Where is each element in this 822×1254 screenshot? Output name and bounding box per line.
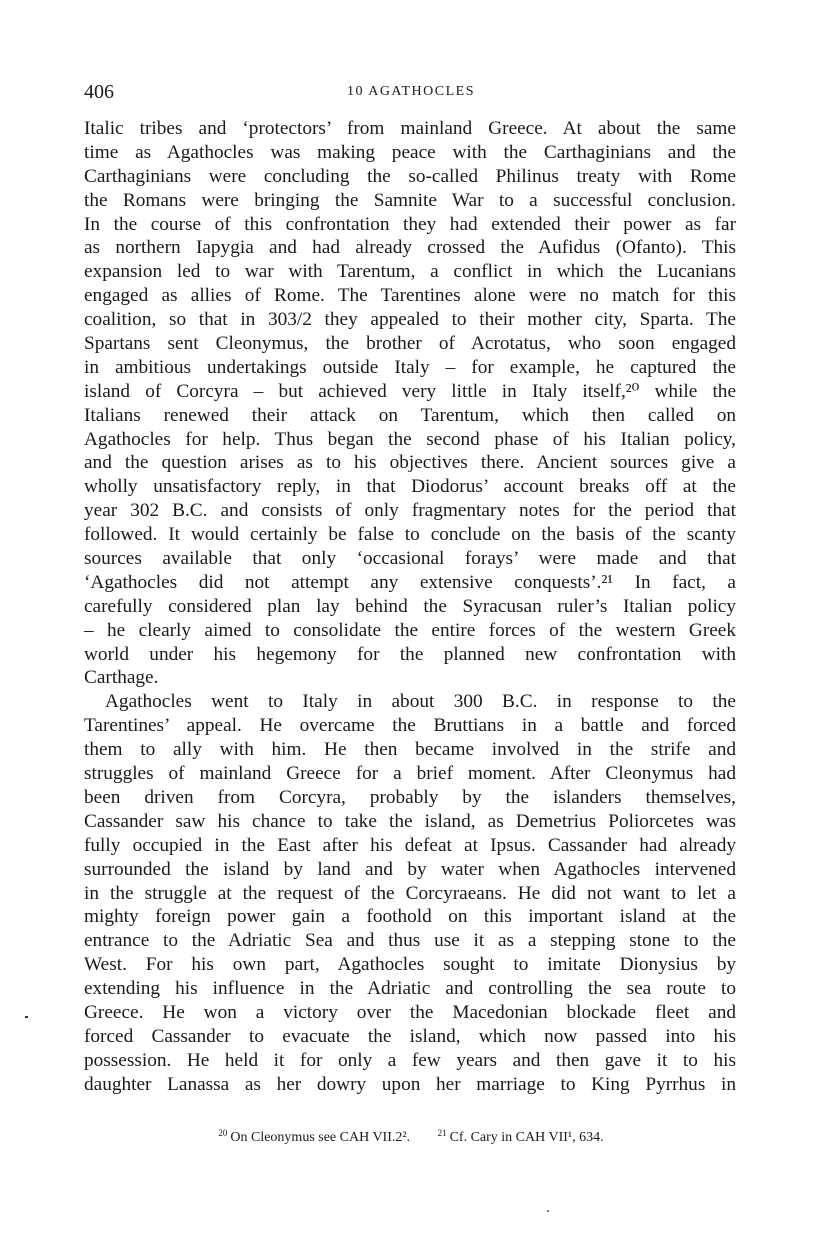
text-line: Greece. He won a victory over the Macedonian blockade fleet and	[84, 1001, 736, 1023]
text-line: Italic tribes and ‘protectors’ from mainland Greece. At about the same	[84, 118, 736, 139]
footnotes	[0, 1124, 822, 1147]
body-text	[84, 117, 736, 1097]
text-line: expansion led to war with Tarentum, a conflict in which the Lucanians	[84, 261, 736, 283]
page-number: 406	[84, 81, 114, 103]
text-line: – he clearly aimed to consolidate the entire forces of the western Greek	[84, 619, 736, 641]
text-line: ‘Agathocles did not attempt any extensive conquests’.²¹ In fact, a	[84, 571, 736, 593]
scan-speck	[547, 1210, 549, 1212]
footnote-marker: 20	[218, 1128, 228, 1138]
footnote	[218, 1124, 410, 1147]
text-line: in the struggle at the request of the Corcyraeans. He did not want to let a	[84, 882, 736, 904]
footnote-marker: 21	[437, 1128, 447, 1138]
text-line: sources available that only ‘occasional forays’ were made and that	[84, 548, 736, 570]
text-line: year 302 B.C. and consists of only fragmentary notes for the period that	[84, 500, 736, 522]
text-line: them to ally with him. He then became involved in the strife and	[84, 739, 736, 761]
margin-mark	[25, 1016, 28, 1018]
text-line: Spartans sent Cleonymus, the brother of Acrotatus, who soon engaged	[84, 333, 736, 355]
text-line: In the course of this confrontation they had extended their power as far	[84, 213, 736, 235]
text-line: entrance to the Adriatic Sea and thus use it as a stepping stone to the	[84, 930, 736, 952]
text-line: time as Agathocles was making peace with the Carthaginians and the	[84, 141, 736, 163]
text-line: Tarentines’ appeal. He overcame the Bruttians in a battle and forced	[84, 715, 736, 737]
text-line: as northern Iapygia and had already crossed the Aufidus (Ofanto). This	[84, 237, 736, 259]
text-line: West. For his own part, Agathocles sought to imitate Dionysius by	[84, 954, 736, 976]
footnote-text: On Cleonymus see CAH VII.2².	[230, 1130, 411, 1145]
text-line: extending his influence in the Adriatic and controlling the sea route to	[84, 978, 736, 1000]
text-line: engaged as allies of Rome. The Tarentines alone were no match for this	[84, 285, 736, 307]
text-line: Cassander saw his chance to take the island, as Demetrius Poliorcetes was	[84, 810, 736, 832]
text-line: coalition, so that in 303/2 they appealed to their mother city, Sparta. The	[84, 309, 736, 331]
text-line: Agathocles for help. Thus began the second phase of his Italian policy,	[84, 428, 736, 450]
text-line: followed. It would certainly be false to conclude on the basis of the scanty	[84, 524, 736, 546]
text-line: forced Cassander to evacuate the island, which now passed into his	[84, 1025, 736, 1047]
text-line: struggles of mainland Greece for a brief moment. After Cleonymus had	[84, 763, 736, 785]
text-line: wholly unsatisfactory reply, in that Diodorus’ account breaks off at the	[84, 476, 736, 498]
text-line: the Romans were bringing the Samnite War to a successful conclusion.	[84, 189, 736, 211]
text-line: Agathocles went to Italy in about 300 B.C. in response to the	[105, 691, 736, 713]
text-line: in ambitious undertakings outside Italy – for example, he captured the	[84, 356, 736, 378]
running-head: 10 AGATHOCLES	[346, 84, 475, 99]
text-line: mighty foreign power gain a foothold on this important island at the	[84, 906, 736, 928]
text-line: island of Corcyra – but achieved very little in Italy itself,²⁰ while the	[84, 380, 736, 402]
text-line: daughter Lanassa as her dowry upon her marriage to King Pyrrhus in	[84, 1073, 736, 1095]
text-line: Italians renewed their attack on Tarentum, which then called on	[84, 404, 736, 426]
text-line: been driven from Corcyra, probably by the islanders themselves,	[84, 786, 736, 808]
text-line: world under his hegemony for the planned new confrontation with	[84, 643, 736, 665]
text-line: carefully considered plan lay behind the Syracusan ruler’s Italian policy	[84, 595, 736, 617]
text-line: fully occupied in the East after his defeat at Ipsus. Cassander had already	[84, 834, 736, 856]
text-line: possession. He held it for only a few years and then gave it to his	[84, 1049, 736, 1071]
footnote-text: Cf. Cary in CAH VII¹, 634.	[449, 1130, 604, 1145]
text-line: and the question arises as to his objectives there. Ancient sources give a	[84, 452, 736, 474]
footnote	[438, 1124, 604, 1147]
text-line: Carthaginians were concluding the so-called Philinus treaty with Rome	[84, 165, 736, 187]
text-line: Carthage.	[84, 667, 159, 689]
text-line: surrounded the island by land and by water when Agathocles intervened	[84, 858, 736, 880]
